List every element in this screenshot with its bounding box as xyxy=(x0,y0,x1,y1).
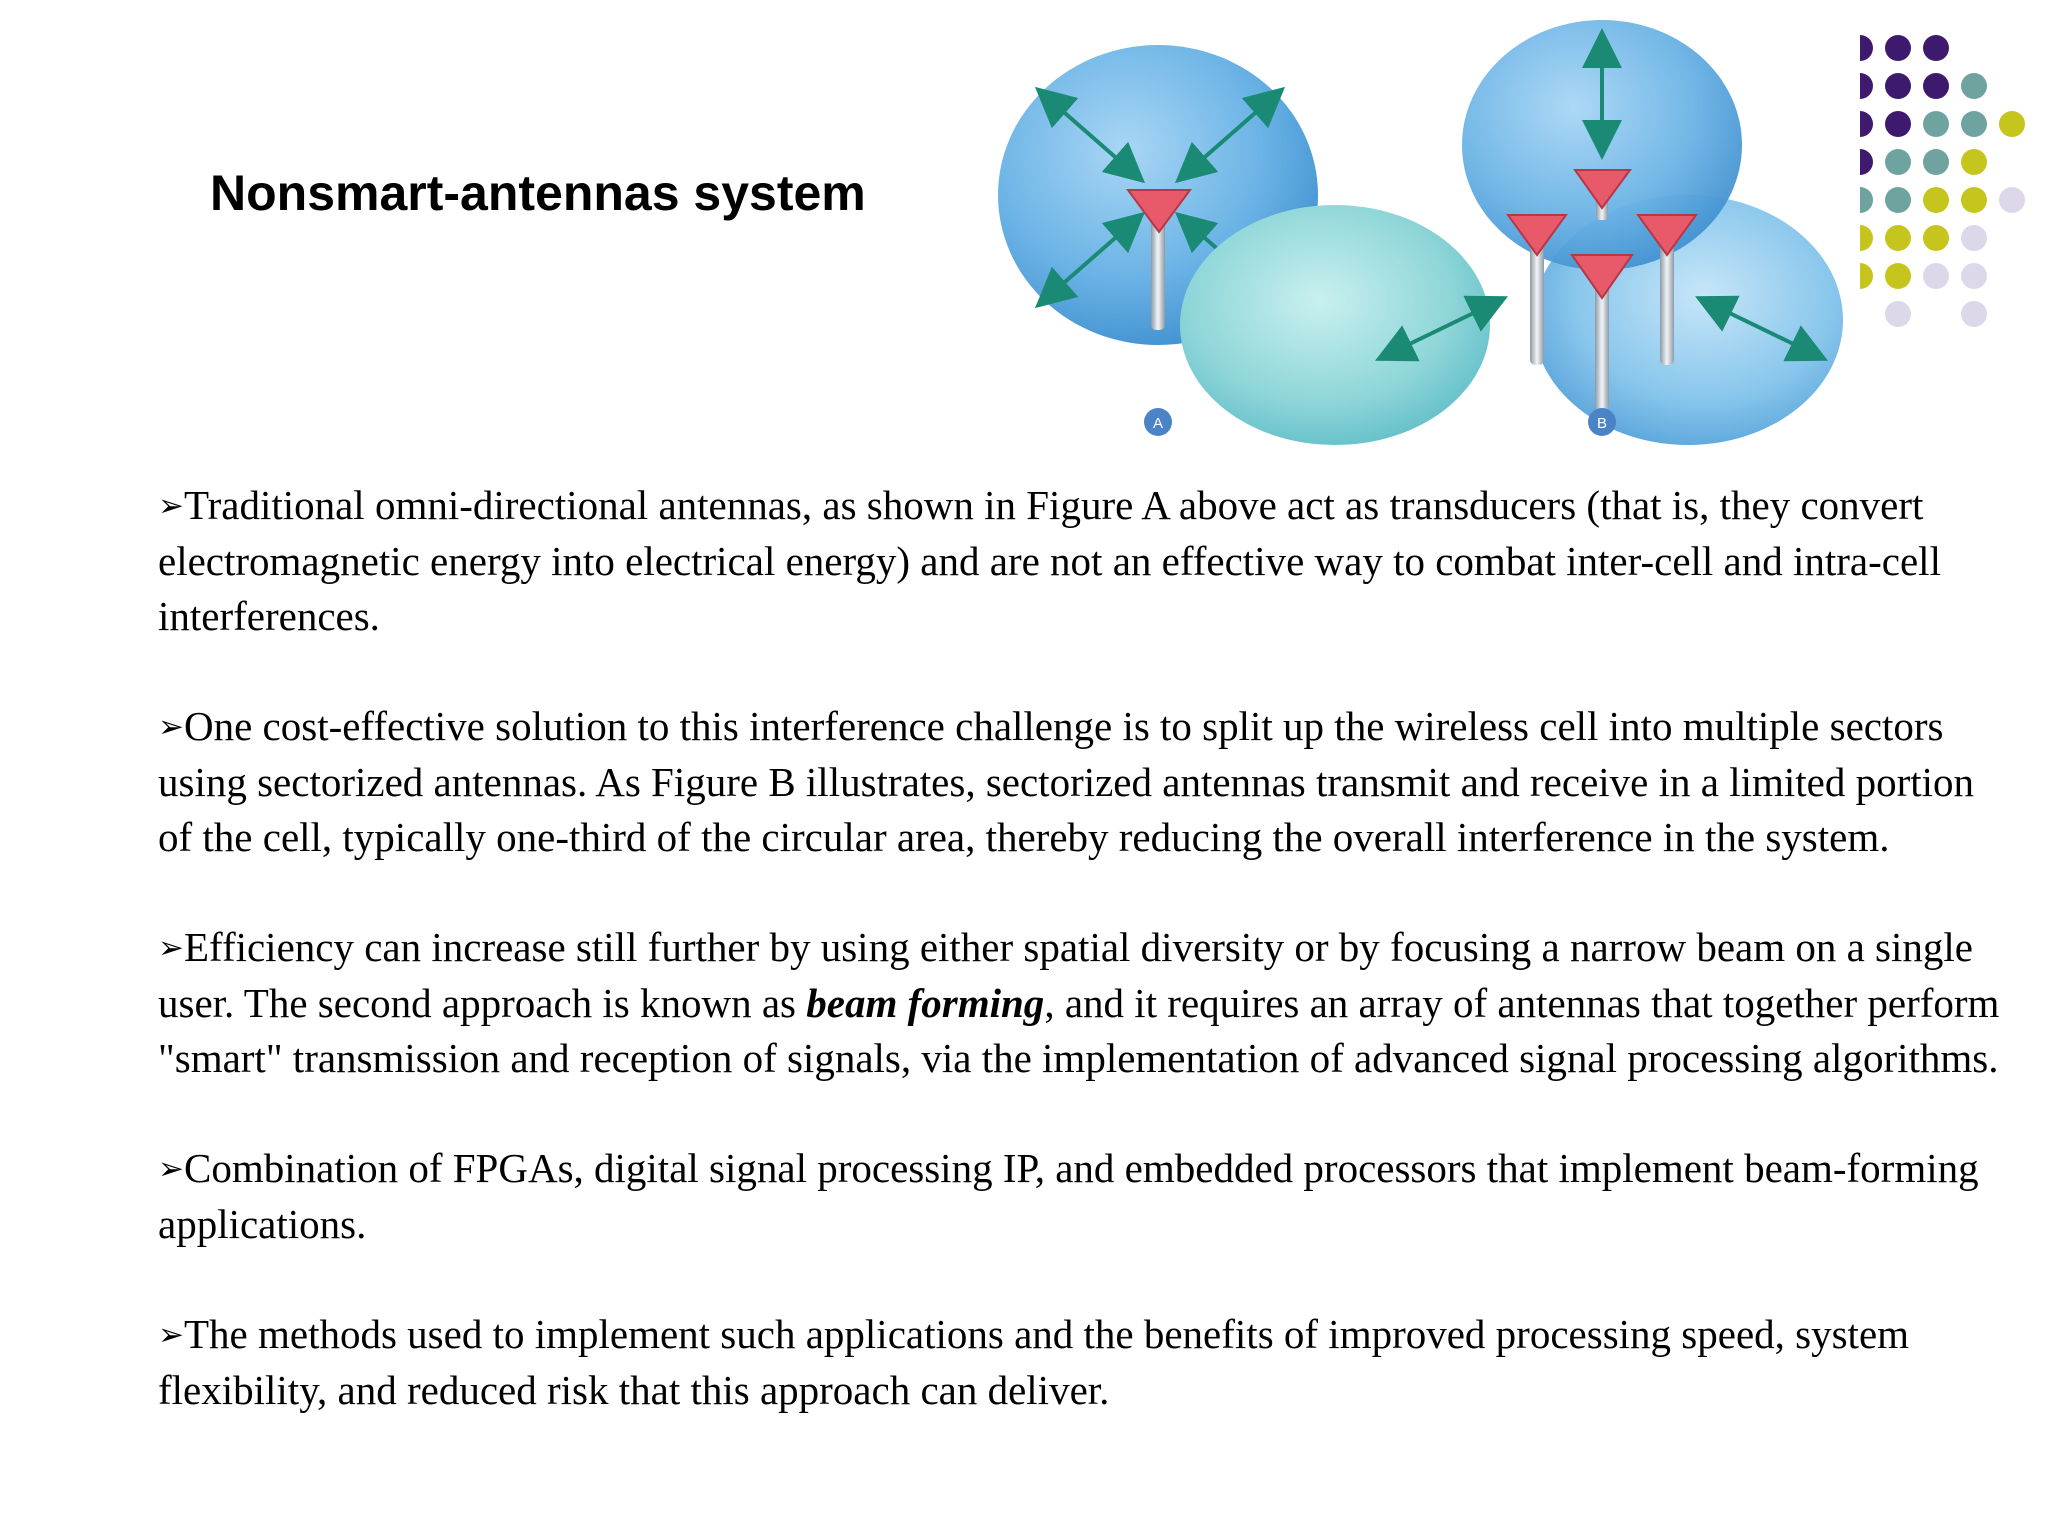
arrow-bullet-icon: ➢ xyxy=(158,1151,184,1187)
bullet-paragraph-5 xyxy=(158,1307,2008,1418)
paragraph-text: Combination of FPGAs, digital signal processing IP, and embedded processors that implement beam-forming applications. xyxy=(158,1145,1979,1247)
figure-b-sectorized-cell xyxy=(1180,20,1843,445)
bullet-paragraph-4 xyxy=(158,1141,2008,1252)
paragraph-text-start: Efficiency can increase still further by using either spatial diversity or by focusing a narrow beam on a single user. The second approach is known as xyxy=(158,924,1973,1026)
paragraph-text-end: , and it requires an array of antennas that together perform "smart" transmission and reception of signals, via the implementation of advanced signal processing algorithms. xyxy=(158,980,2000,1081)
figure-a-label: A xyxy=(1152,415,1164,432)
antenna-figure xyxy=(980,10,1860,450)
bullet-paragraph-1 xyxy=(158,478,2008,644)
bullet-list xyxy=(158,478,2008,1473)
arrow-bullet-icon: ➢ xyxy=(158,709,184,745)
bullet-paragraph-3 xyxy=(158,920,2008,1086)
slide-title: Nonsmart-antennas system xyxy=(210,165,866,221)
beam-forming-emphasis: beam forming xyxy=(806,980,1045,1026)
arrow-bullet-icon: ➢ xyxy=(158,488,184,524)
paragraph-text: One cost-effective solution to this interference challenge is to split up the wireless cell into multiple sectors using sectorized antennas. As Figure B illustrates, sectorized antennas transmit and receive in a limited portion of the cell, typically one-third of the circular area, thereby reducing the overall interference in the system. xyxy=(158,703,1975,860)
arrow-bullet-icon: ➢ xyxy=(158,930,184,966)
paragraph-text: Traditional omni-directional antennas, as shown in Figure A above act as transducers (that is, they convert electromagnetic energy into electrical energy) and are not an effective way to combat inter-cell and intra-cell interferences. xyxy=(158,482,1941,639)
arrow-bullet-icon: ➢ xyxy=(158,1317,184,1353)
decorative-dot-grid xyxy=(1860,30,2048,340)
figure-b-label: B xyxy=(1596,415,1608,432)
bullet-paragraph-2 xyxy=(158,699,2008,865)
paragraph-text: The methods used to implement such applications and the benefits of improved processing speed, system flexibility, and reduced risk that this approach can deliver. xyxy=(158,1311,1910,1413)
